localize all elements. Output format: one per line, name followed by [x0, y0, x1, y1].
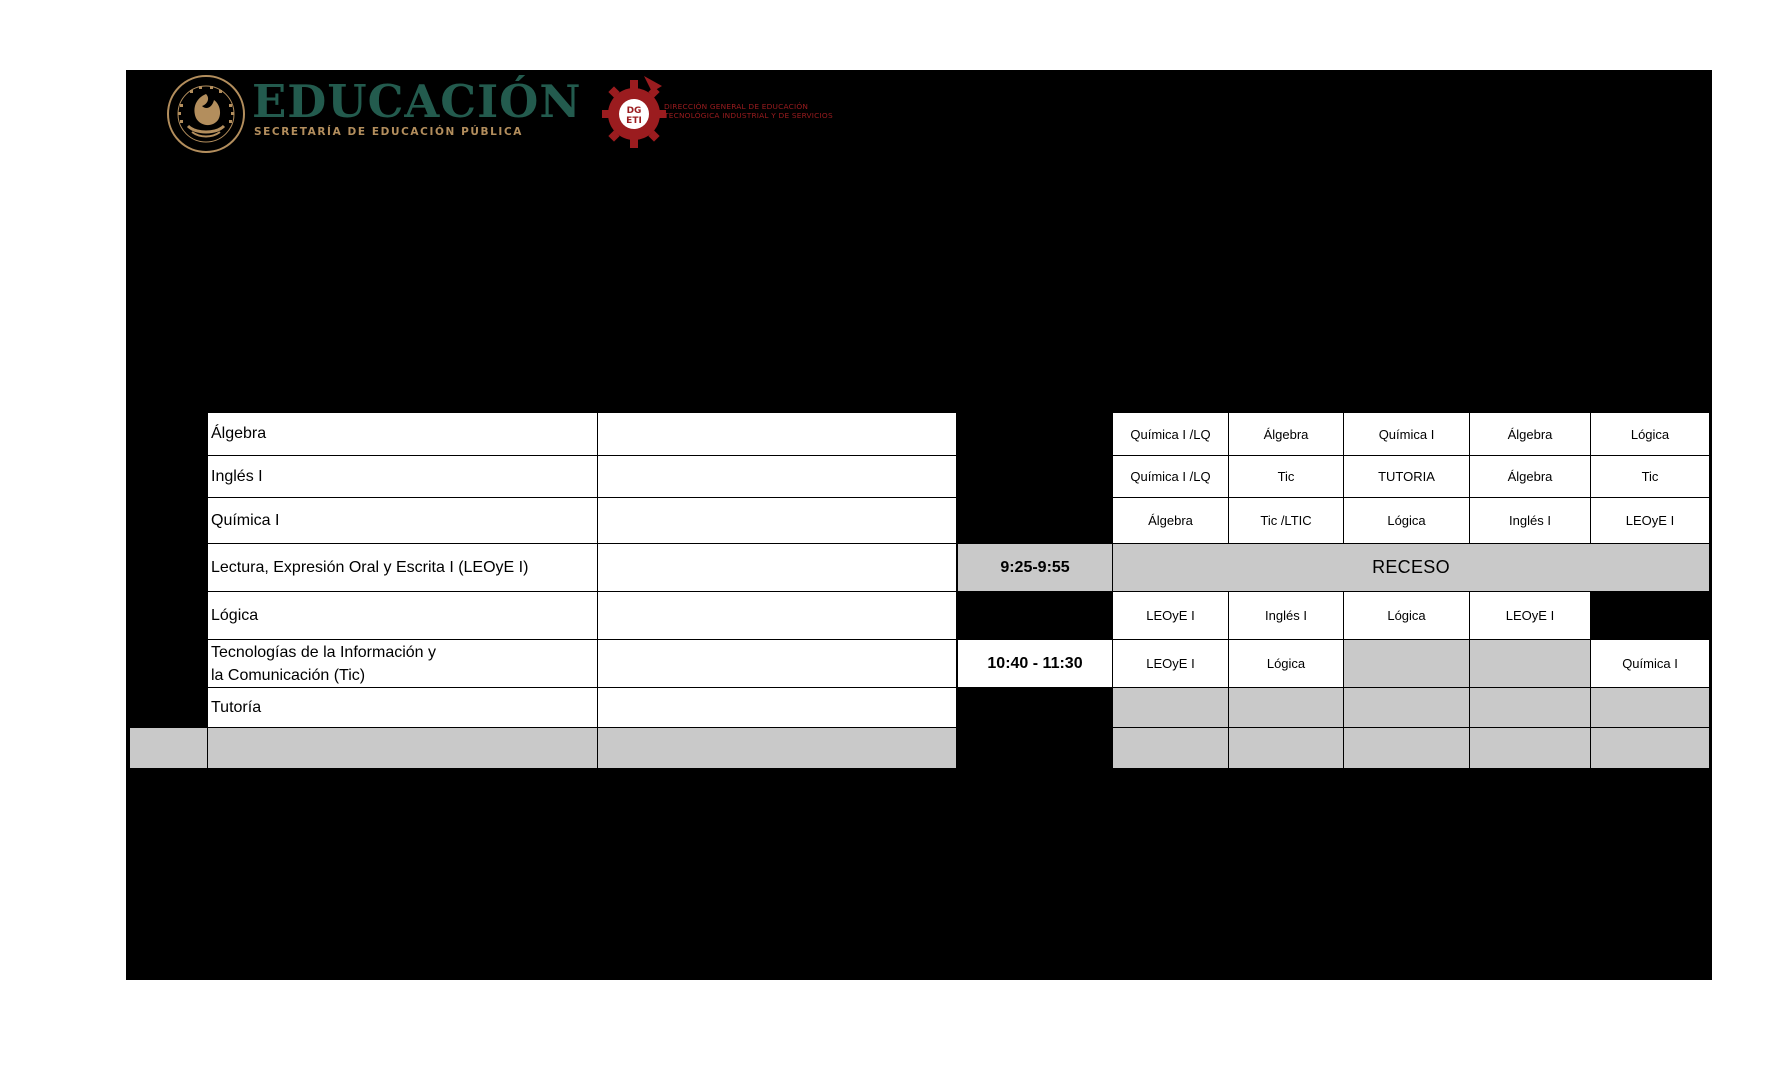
schedule-cell: Tic — [1228, 455, 1344, 498]
schedule-cell: LEOyE I — [1590, 497, 1710, 544]
teacher-cell — [597, 497, 957, 544]
schedule-cell: Inglés I — [1469, 497, 1591, 544]
schedule-cell: Lógica — [1590, 412, 1710, 456]
dgeti-gear-emblem-icon — [600, 76, 670, 150]
schedule-cell-empty — [1343, 727, 1470, 769]
schedule-cell: Química I — [1590, 639, 1710, 688]
schedule-cell: TUTORIA — [1343, 455, 1470, 498]
schedule-cell-empty — [1228, 727, 1344, 769]
dgeti-logo-line1: DIRECCIÓN GENERAL DE EDUCACIÓN — [664, 102, 809, 111]
schedule-cell: Lógica — [1343, 591, 1470, 640]
dgeti-logo-text — [664, 102, 833, 120]
teacher-cell — [597, 543, 957, 592]
teacher-cell — [597, 412, 957, 456]
schedule-cell: Álgebra — [1112, 497, 1229, 544]
sep-logo-subtitle: SECRETARÍA DE EDUCACIÓN PÚBLICA — [254, 126, 523, 138]
subject-name — [207, 639, 598, 688]
schedule-cell: LEOyE I — [1112, 591, 1229, 640]
schedule-cell: Álgebra — [1228, 412, 1344, 456]
schedule-cell: LEOyE I — [1469, 591, 1591, 640]
dgeti-logo — [600, 76, 860, 152]
schedule-cell-empty — [1469, 639, 1591, 688]
schedule-cell-empty — [1469, 687, 1591, 728]
schedule-cell: Álgebra — [1469, 412, 1591, 456]
subject-name: Química I — [207, 497, 598, 544]
time-recess: 9:25-9:55 — [957, 543, 1113, 592]
teacher-cell-empty — [597, 727, 957, 769]
schedule-cell-empty — [1343, 639, 1470, 688]
schedule-cell-empty — [1228, 687, 1344, 728]
subject-name: Tutoría — [207, 687, 598, 728]
schedule-cell-empty — [1112, 727, 1229, 769]
schedule-cell-empty — [1590, 727, 1710, 769]
teacher-cell — [597, 639, 957, 688]
subject-name-line1: Tecnologías de la Información y — [211, 643, 437, 661]
time-block: 10:40 - 11:30 — [957, 639, 1113, 688]
schedule-cell-empty — [1112, 687, 1229, 728]
schedule-cell: Química I — [1343, 412, 1470, 456]
sep-logo — [166, 74, 582, 154]
svg-text:DG: DG — [626, 106, 642, 116]
total-cell-empty — [129, 727, 208, 769]
subject-name: Álgebra — [207, 412, 598, 456]
subject-name: Lógica — [207, 591, 598, 640]
schedule-cell: Lógica — [1343, 497, 1470, 544]
subject-name: Lectura, Expresión Oral y Escrita I (LEOyE I) — [207, 543, 598, 592]
dgeti-logo-line2: TECNOLÓGICA INDUSTRIAL Y DE SERVICIOS — [664, 111, 833, 120]
schedule-cell: Química I /LQ — [1112, 412, 1229, 456]
schedule-cell: Tic /LTIC — [1228, 497, 1344, 544]
schedule-cell: Química I /LQ — [1112, 455, 1229, 498]
mexican-coat-of-arms-seal-icon — [166, 74, 246, 154]
svg-text:ETI: ETI — [626, 116, 642, 126]
teacher-cell — [597, 591, 957, 640]
teacher-cell — [597, 455, 957, 498]
schedule-cell: Álgebra — [1469, 455, 1591, 498]
subject-name: Inglés I — [207, 455, 598, 498]
schedule-cell-empty — [1343, 687, 1470, 728]
schedule-cell: Tic — [1590, 455, 1710, 498]
schedule-cell: Inglés I — [1228, 591, 1344, 640]
subject-name-line2: la Comunicación (Tic) — [211, 666, 366, 684]
schedule-cell: Lógica — [1228, 639, 1344, 688]
subject-name-empty — [207, 727, 598, 769]
schedule-cell-empty — [1590, 687, 1710, 728]
recess-bar: RECESO — [1112, 543, 1710, 592]
schedule-cell: LEOyE I — [1112, 639, 1229, 688]
teacher-cell — [597, 687, 957, 728]
schedule-cell-empty — [1469, 727, 1591, 769]
sep-logo-title: EDUCACIÓN — [252, 75, 582, 128]
